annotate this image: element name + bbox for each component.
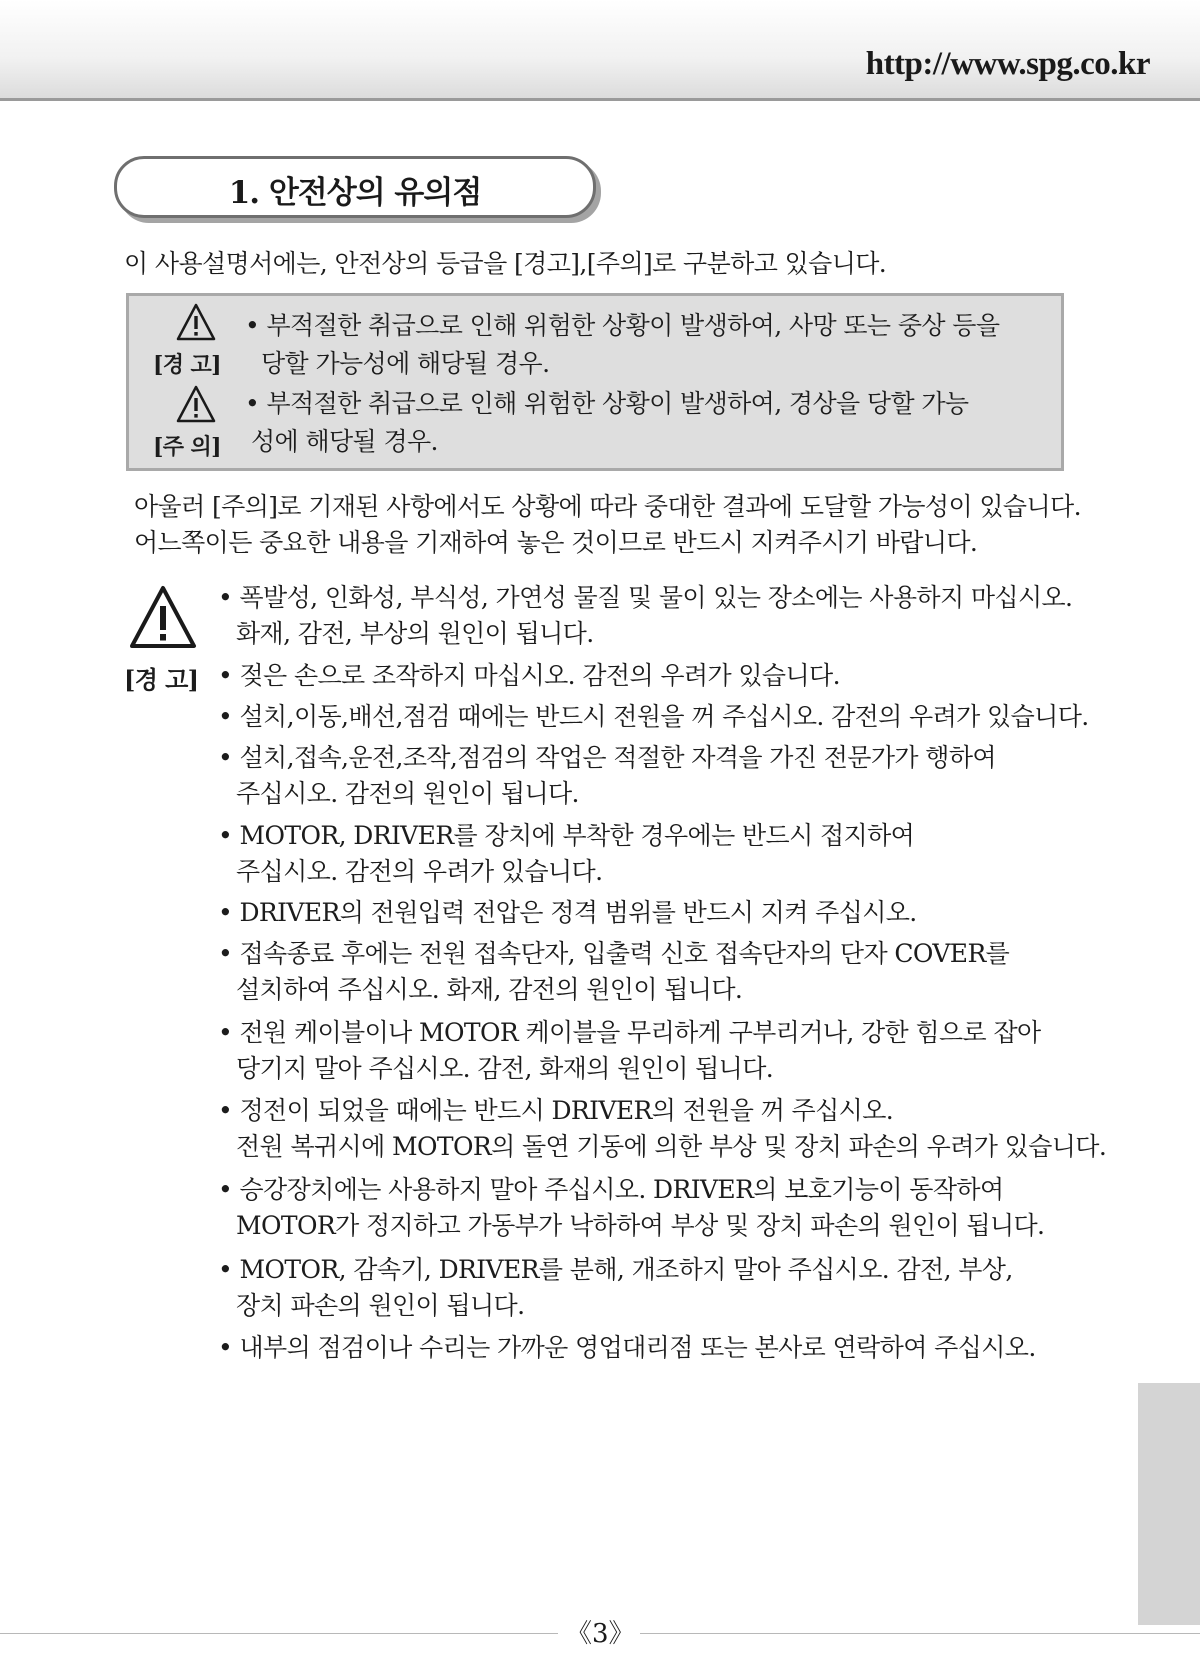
legend-warning-line-1: • 부적절한 취급으로 인해 위험한 상황이 발생하여, 사망 또는 중상 등을 [245,311,1000,340]
warning-triangle-icon [175,302,217,342]
list-item-line: 설치하여 주십시오. 화재, 감전의 원인이 됩니다. [236,975,743,1004]
section-title: 1. 안전상의 유의점 [228,175,482,211]
list-item-line: • 승강장치에는 사용하지 말아 주십시오. DRIVER의 보호기능이 동작하여 [218,1175,1004,1204]
note-line-2: 어느쪽이든 중요한 내용을 기재하여 놓은 것이므로 반드시 지켜주시기 바랍니다. [134,528,978,557]
list-item-line: • 젖은 손으로 조작하지 마십시오. 감전의 우려가 있습니다. [218,661,840,690]
list-item-line: 화재, 감전, 부상의 원인이 됩니다. [236,619,594,648]
list-item-line: • 폭발성, 인화성, 부식성, 가연성 물질 및 물이 있는 장소에는 사용하지 마십시오. [218,583,1073,612]
page-number: 《3》 [566,1619,635,1649]
list-item-line: • 설치,접속,운전,조작,점검의 작업은 적절한 자격을 가진 전문가가 행하여 [218,743,996,772]
list-item-line: • 전원 케이블이나 MOTOR 케이블을 무리하게 구부리거나, 강한 힘으로 잡아 [218,1018,1041,1047]
legend-warning-label: [경 고] [153,352,221,378]
caution-triangle-icon [175,384,217,424]
footer-divider [0,1633,558,1634]
list-item-line: 전원 복귀시에 MOTOR의 돌연 기동에 의한 부상 및 장치 파손의 우려가 있습니다. [236,1132,1107,1161]
list-item-line: 당기지 말아 주십시오. 감전, 화재의 원인이 됩니다. [236,1054,774,1083]
footer-divider [640,1633,1200,1634]
list-item-line: • 내부의 점검이나 수리는 가까운 영업대리점 또는 본사로 연락하여 주십시오. [218,1333,1036,1362]
note-line-1: 아울러 [주의]로 기재된 사항에서도 상황에 따라 중대한 결과에 도달할 가능성이 있습니다. [134,492,1081,521]
list-item-line: • MOTOR, 감속기, DRIVER를 분해, 개조하지 말아 주십시오. 감전, 부상, [218,1255,1013,1284]
list-item-line: • 정전이 되었을 때에는 반드시 DRIVER의 전원을 꺼 주십시오. [218,1096,894,1125]
warning-triangle-icon [128,584,198,650]
legend-caution-line-2: 성에 해당될 경우. [251,427,438,456]
legend-caution-label: [주 의] [153,434,221,460]
list-item-line: • 접속종료 후에는 전원 접속단자, 입출력 신호 접속단자의 단자 COVER를 [218,939,1010,968]
legend-box [126,293,1064,471]
warning-list-label: [경 고] [124,665,199,694]
list-item-line: • 설치,이동,배선,점검 때에는 반드시 전원을 꺼 주십시오. 감전의 우려가 있습니다. [218,702,1089,731]
intro-text: 이 사용설명서에는, 안전상의 등급을 [경고],[주의]로 구분하고 있습니다. [124,249,887,278]
list-item-line: 장치 파손의 원인이 됩니다. [236,1291,525,1320]
section-title-box [114,156,596,218]
legend-caution-line-1: • 부적절한 취급으로 인해 위험한 상황이 발생하여, 경상을 당할 가능 [245,389,969,418]
list-item-line: • MOTOR, DRIVER를 장치에 부착한 경우에는 반드시 접지하여 [218,821,915,850]
list-item-line: MOTOR가 정지하고 가동부가 낙하하여 부상 및 장치 파손의 원인이 됩니다. [236,1211,1045,1240]
list-item-line: 주십시오. 감전의 우려가 있습니다. [236,857,603,886]
list-item-line: • DRIVER의 전원입력 전압은 정격 범위를 반드시 지켜 주십시오. [218,898,917,927]
page-header [0,0,1200,101]
side-tab [1138,1383,1200,1625]
list-item-line: 주십시오. 감전의 원인이 됩니다. [236,779,579,808]
legend-warning-line-2: 당할 가능성에 해당될 경우. [261,349,550,378]
site-url: http://www.spg.co.kr [865,46,1150,82]
